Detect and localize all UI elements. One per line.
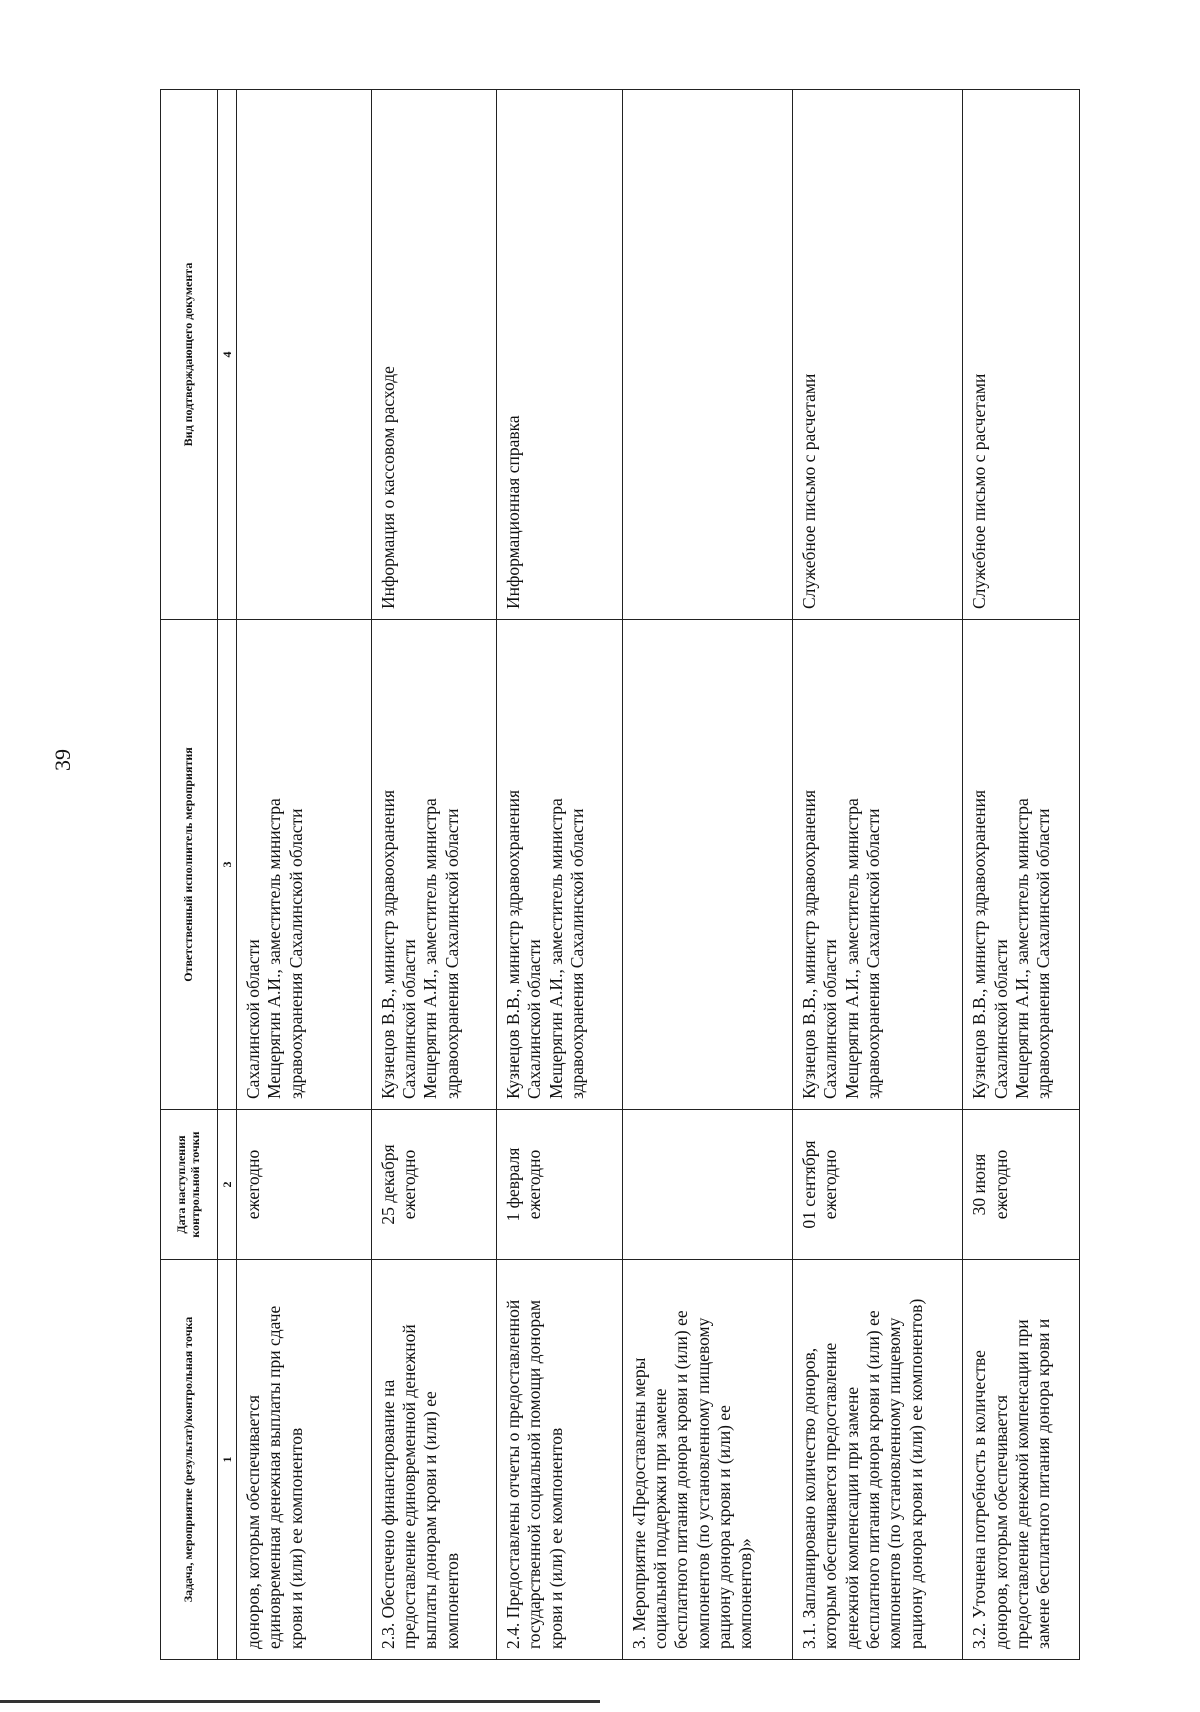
page-number: 39 <box>50 749 75 771</box>
cell-text-line: 30 июня <box>969 1153 990 1216</box>
column-number-row <box>218 90 237 1660</box>
cell-responsible <box>793 620 963 1110</box>
cell-text-line: Мещерягин А.И., заместитель министра <box>420 798 441 1099</box>
table-row <box>237 90 372 1660</box>
cell-text-line: Сахалинской области <box>398 939 419 1099</box>
cell-text-line: ежегодно <box>398 1149 419 1220</box>
cell-text-line: Сахалинской области <box>990 939 1011 1099</box>
cell-responsible <box>497 620 623 1110</box>
cell-text-line: бесплатного питания донора крови и (или) ее <box>863 1310 884 1649</box>
header-document: Вид подтверждающего документа <box>161 90 218 620</box>
cell-text-line: 1 февраля <box>503 1147 524 1222</box>
cell-text-line: здравоохранения Сахалинской области <box>1033 808 1054 1099</box>
cell-text-line: Сахалинской области <box>820 939 841 1099</box>
cell-date <box>371 1110 497 1260</box>
table-row <box>622 90 792 1660</box>
cell-text-line: Мещерягин А.И., заместитель министра <box>545 798 566 1099</box>
cell-responsible <box>371 620 497 1110</box>
cell-date <box>793 1110 963 1260</box>
cell-text-line: компонентов (по установленному пищевому <box>692 1317 713 1649</box>
cell-text-line: рациону донора крови и (или) ее <box>713 1405 734 1649</box>
cell-text-line: Сахалинской области <box>243 939 263 1099</box>
cell-text-line: денежной компенсации при замене <box>841 1386 862 1649</box>
cell-text-line: Служебное письмо с расчетами <box>799 373 819 609</box>
cell-responsible <box>622 620 792 1110</box>
column-number: 2 <box>218 1110 237 1260</box>
cell-document <box>497 90 623 620</box>
cell-text-line: рациону донора крови и (или) ее компонентов) <box>905 1298 926 1649</box>
cell-text-line: замене бесплатного питания донора крови и <box>1033 1318 1054 1649</box>
cell-responsible <box>963 620 1080 1110</box>
cell-document <box>622 90 792 620</box>
cell-text-line: государственной социальной помощи донорам <box>524 1299 545 1649</box>
cell-text-line: здравоохранения Сахалинской области <box>441 808 462 1099</box>
cell-document <box>963 90 1080 620</box>
table-wrapper <box>160 90 1080 1660</box>
cell-text-line: Кузнецов В.В., министр здравоохранения <box>377 789 398 1099</box>
cell-text-line: доноров, которым обеспечивается <box>990 1394 1011 1649</box>
column-number: 4 <box>218 90 237 620</box>
header-responsible: Ответственный исполнитель мероприятия <box>161 620 218 1110</box>
header-date: Дата наступления контрольной точки <box>161 1110 218 1260</box>
scan-edge-line <box>0 1700 600 1703</box>
cell-task <box>793 1260 963 1660</box>
cell-text-line: бесплатного питания донора крови и (или) ее <box>671 1310 692 1649</box>
cell-text-line: здравоохранения Сахалинской области <box>285 808 306 1099</box>
table-header-row <box>161 90 218 1660</box>
cell-text-line: Сахалинской области <box>524 939 545 1099</box>
cell-text-line: компонентов)» <box>735 1538 756 1649</box>
table-row <box>793 90 963 1660</box>
cell-task <box>371 1260 497 1660</box>
cell-text-line: ежегодно <box>243 1149 263 1220</box>
table-row <box>497 90 623 1660</box>
cell-text-line: ежегодно <box>990 1149 1011 1220</box>
cell-document <box>237 90 372 620</box>
cell-text-line: здравоохранения Сахалинской области <box>863 808 884 1099</box>
column-number: 3 <box>218 620 237 1110</box>
control-points-table <box>160 89 1080 1660</box>
cell-text-line: Информационная справка <box>503 415 524 609</box>
cell-text-line: социальной поддержки при замене <box>649 1388 670 1649</box>
cell-text-line: компонентов <box>441 1552 462 1649</box>
cell-text-line: Информация о кассовом расходе <box>377 366 398 609</box>
cell-text-line: доноров, которым обеспечивается <box>243 1394 263 1649</box>
table-row <box>963 90 1080 1660</box>
cell-text-line: выплаты донорам крови и (или) ее <box>420 1391 441 1649</box>
cell-text-line: крови и (или) ее компонентов <box>545 1427 566 1649</box>
cell-text-line: предоставление единовременной денежной <box>398 1324 419 1649</box>
cell-task <box>622 1260 792 1660</box>
cell-text-line: 3.1. Запланировано количество доноров, <box>799 1347 819 1649</box>
cell-text-line: 01 сентября <box>799 1140 819 1229</box>
cell-date <box>963 1110 1080 1260</box>
cell-text-line: Служебное письмо с расчетами <box>969 373 990 609</box>
cell-text-line: 3.2. Уточнена потребность в количестве <box>969 1350 990 1649</box>
cell-text-line: 3. Мероприятие «Предоставлены меры <box>628 1357 649 1649</box>
cell-text-line: ежегодно <box>820 1149 841 1220</box>
cell-date <box>497 1110 623 1260</box>
cell-text-line: ежегодно <box>524 1149 545 1220</box>
cell-responsible <box>237 620 372 1110</box>
cell-text-line: крови и (или) ее компонентов <box>285 1427 306 1649</box>
column-number: 1 <box>218 1260 237 1660</box>
cell-text-line: Мещерягин А.И., заместитель министра <box>264 798 285 1099</box>
cell-text-line: Кузнецов В.В., министр здравоохранения <box>799 789 819 1099</box>
table-body <box>237 90 1080 1660</box>
cell-text-line: единовременная денежная выплаты при сдаче <box>264 1305 285 1649</box>
cell-task <box>497 1260 623 1660</box>
cell-task <box>237 1260 372 1660</box>
cell-text-line: Мещерягин А.И., заместитель министра <box>1012 798 1033 1099</box>
cell-text-line: Кузнецов В.В., министр здравоохранения <box>503 789 524 1099</box>
header-task: Задача, мероприятие (результат)/контрольная точка <box>161 1260 218 1660</box>
cell-text-line: Кузнецов В.В., министр здравоохранения <box>969 789 990 1099</box>
cell-document <box>793 90 963 620</box>
cell-text-line: предоставление денежной компенсации при <box>1012 1319 1033 1649</box>
cell-text-line: 2.3. Обеспечено финансирование на <box>377 1379 398 1649</box>
cell-document <box>371 90 497 620</box>
cell-date <box>237 1110 372 1260</box>
cell-text-line: 25 декабря <box>377 1144 398 1225</box>
cell-text-line: здравоохранения Сахалинской области <box>567 808 588 1099</box>
cell-task <box>963 1260 1080 1660</box>
cell-text-line: Мещерягин А.И., заместитель министра <box>841 798 862 1099</box>
cell-text-line: компонентов (по установленному пищевому <box>884 1317 905 1649</box>
cell-text-line: 2.4. Предоставлены отчеты о предоставленной <box>503 1299 524 1649</box>
table-row <box>371 90 497 1660</box>
cell-text-line: которым обеспечивается предоставление <box>820 1342 841 1649</box>
cell-date <box>622 1110 792 1260</box>
